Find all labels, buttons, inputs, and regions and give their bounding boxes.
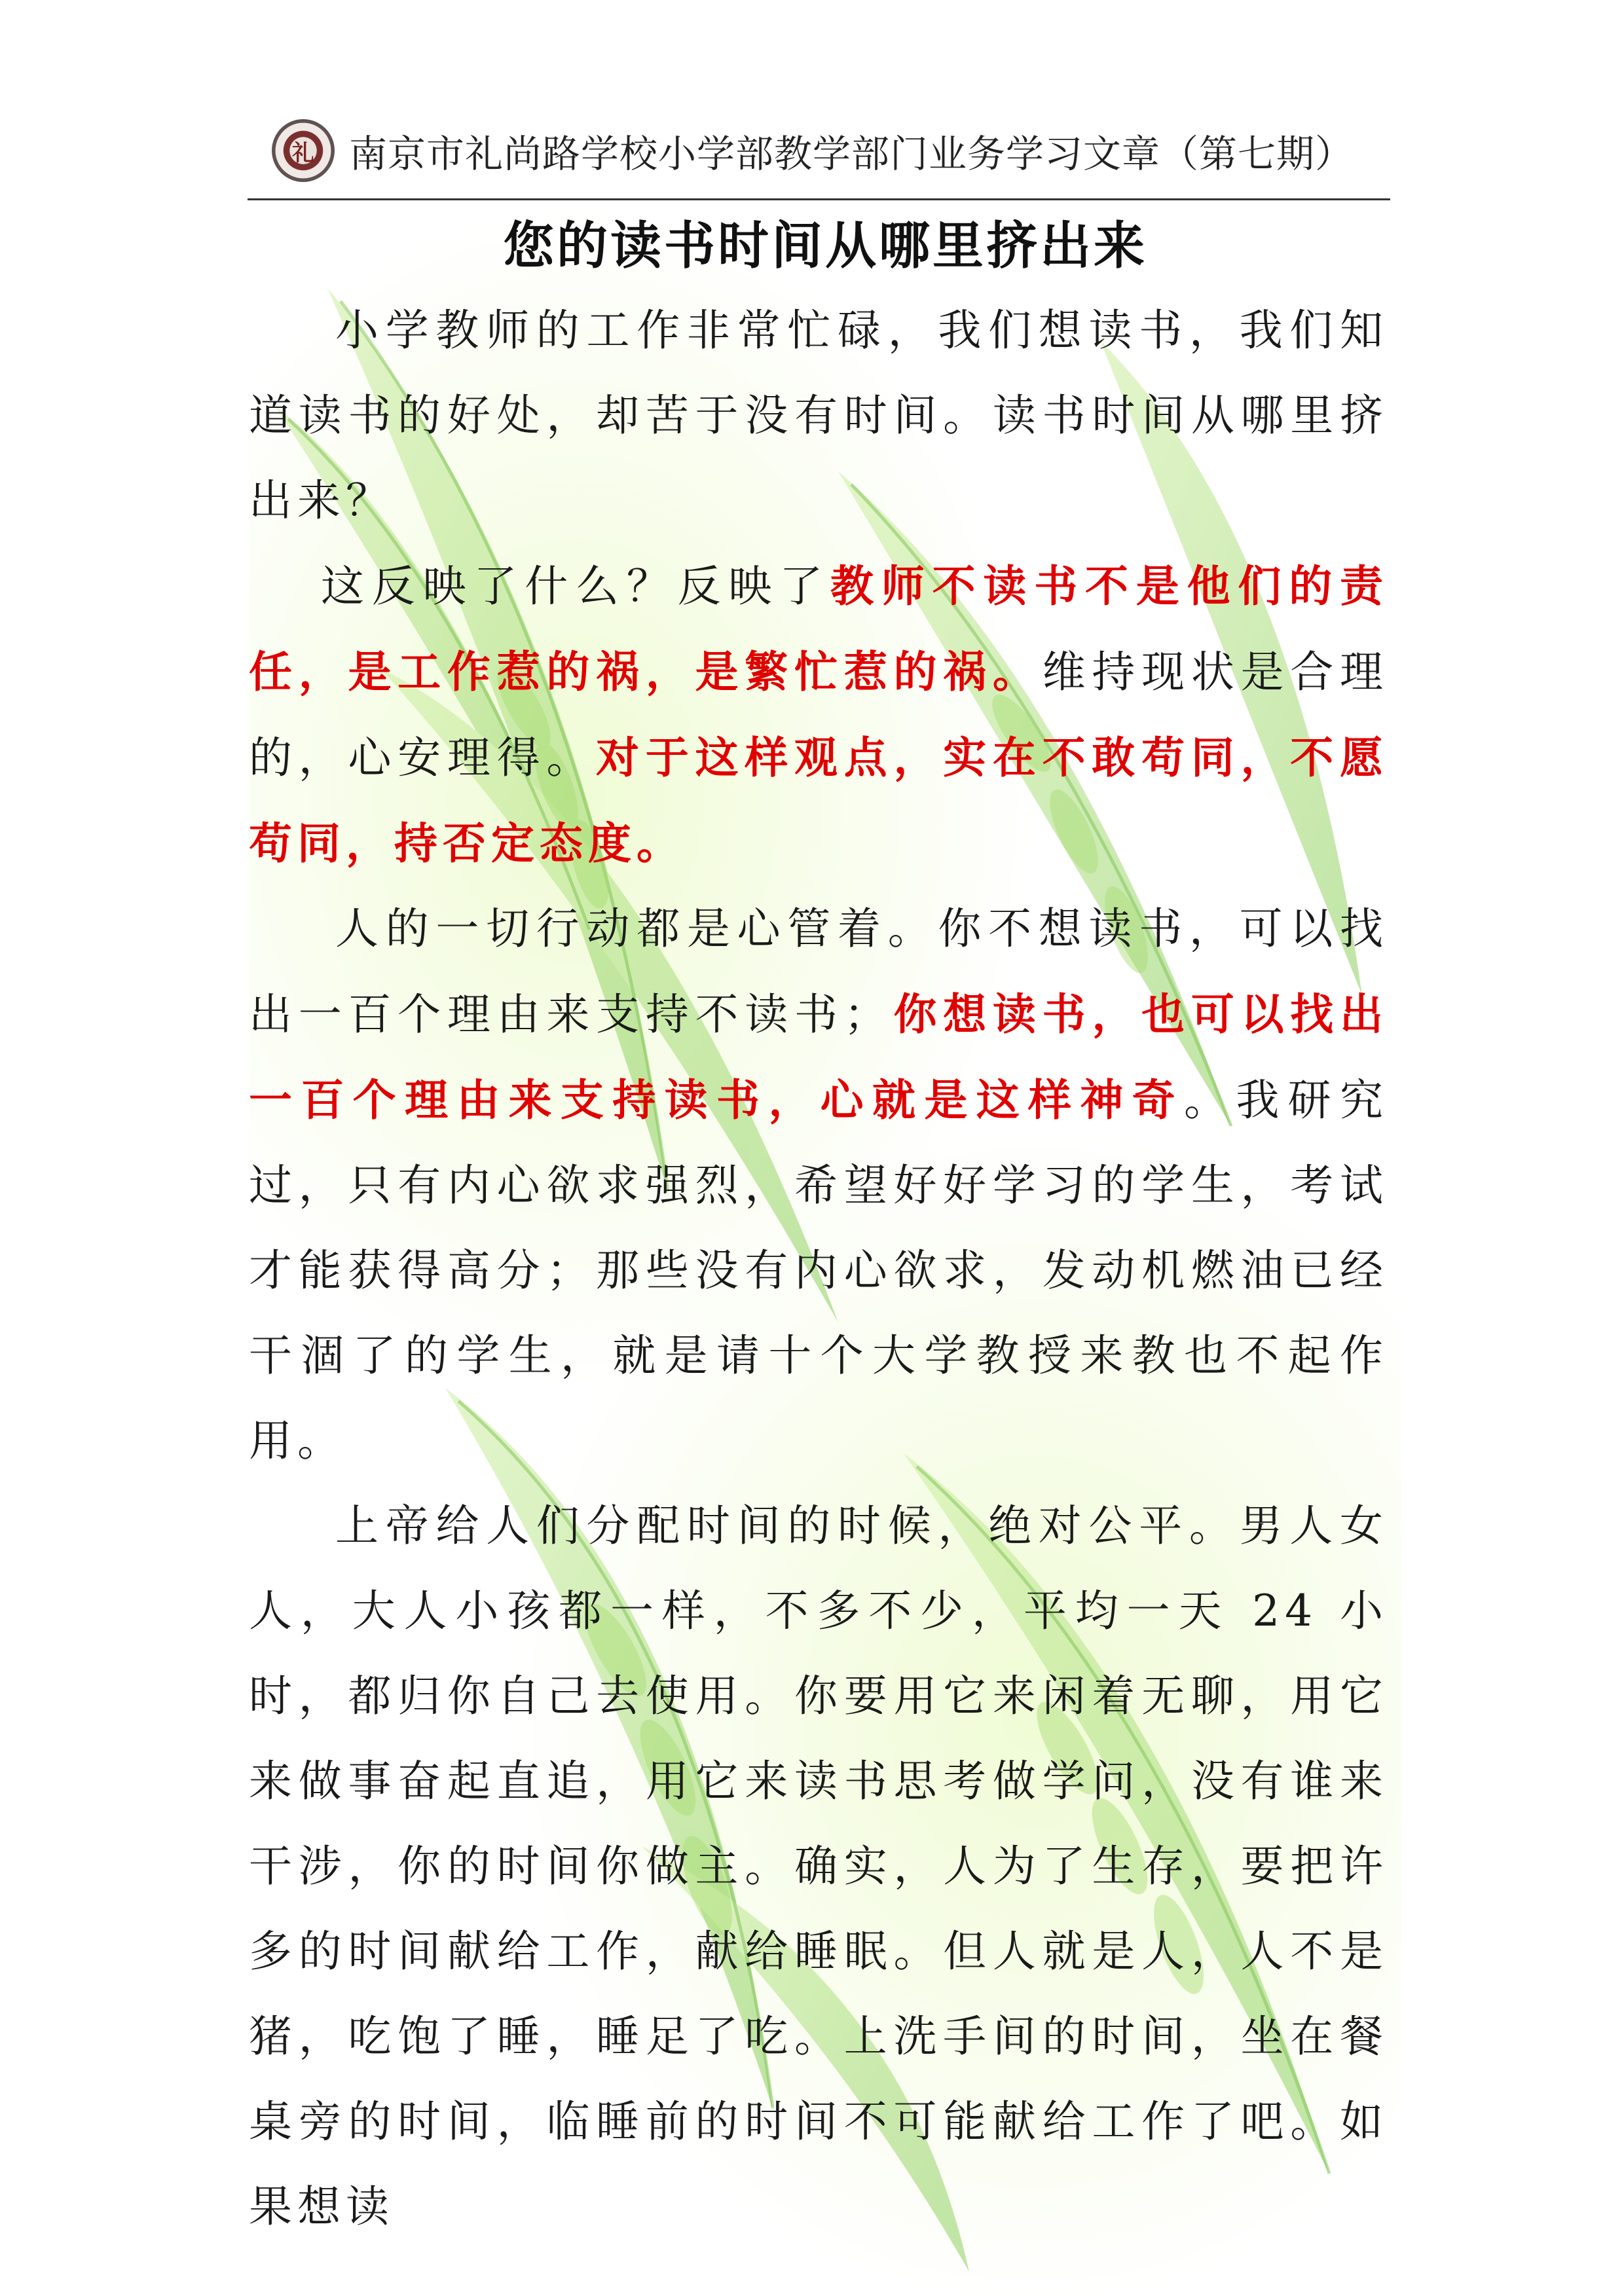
paragraph-2-text-b: 维持现状是合理的，心安理得。 [249,647,1389,783]
paragraph-2 [249,543,1388,886]
paragraph-1: 小学教师的工作非常忙碌，我们想读书，我们知道读书的好处，却苦于没有时间。读书时间从哪里挤出来？ [249,305,1388,526]
paragraph-3-text-b: 。我研究过，只有内心欲求强烈，希望好好学习的学生，考试才能获得高分；那些没有内心欲求，发动机燃油已经干涸了的学生，就是请十个大学教授来教也不起作用。 [249,1075,1389,1466]
school-logo [272,119,335,182]
paragraph-2-emphasis-b: 对于这样观点，实在不敢苟同，不愿苟同，持否定态度。 [249,732,1389,869]
paragraph-3 [249,886,1388,1484]
paragraph-3-text-a: 人的一切行动都是心管着。你不想读书，可以找出一百个理由来支持不读书； [249,903,1388,1040]
document-header [272,111,1385,190]
school-logo-mark: 礼 [292,139,314,166]
paragraph-2-text-a: 这反映了什么？反映了 [321,561,830,611]
paragraph-3-emphasis: 你想读书，也可以找出一百个理由来支持读书，心就是这样神奇 [249,989,1389,1125]
paragraph-4: 上帝给人们分配时间的时候，绝对公平。男人女人，大人小孩都一样，不多不少，平均一天 24 小时，都归你自己去使用。你要用它来闲着无聊，用它来做事奋起直追，用它来读书思考做学问，没有谁来干涉，你的时间你做主。确实，人为了生存，要把许多的时间献给工作，献给睡眠。但人就是人，人不是猪，吃饱了睡，睡足了吃。上洗手间的时间，坐在餐桌旁的时间，临睡前的时间不可能献给工作了吧。如果想读 [249,1501,1388,2232]
header-title: 南京市礼尚路学校小学部教学部门业务学习文章（第七期） [349,132,1354,176]
paragraph-2-emphasis-a: 教师不读书不是他们的责任，是工作惹的祸，是繁忙惹的祸。 [249,560,1388,697]
article-body [249,288,1388,2250]
article-title: 您的读书时间从哪里挤出来 [502,216,1147,276]
header-divider [248,198,1390,200]
